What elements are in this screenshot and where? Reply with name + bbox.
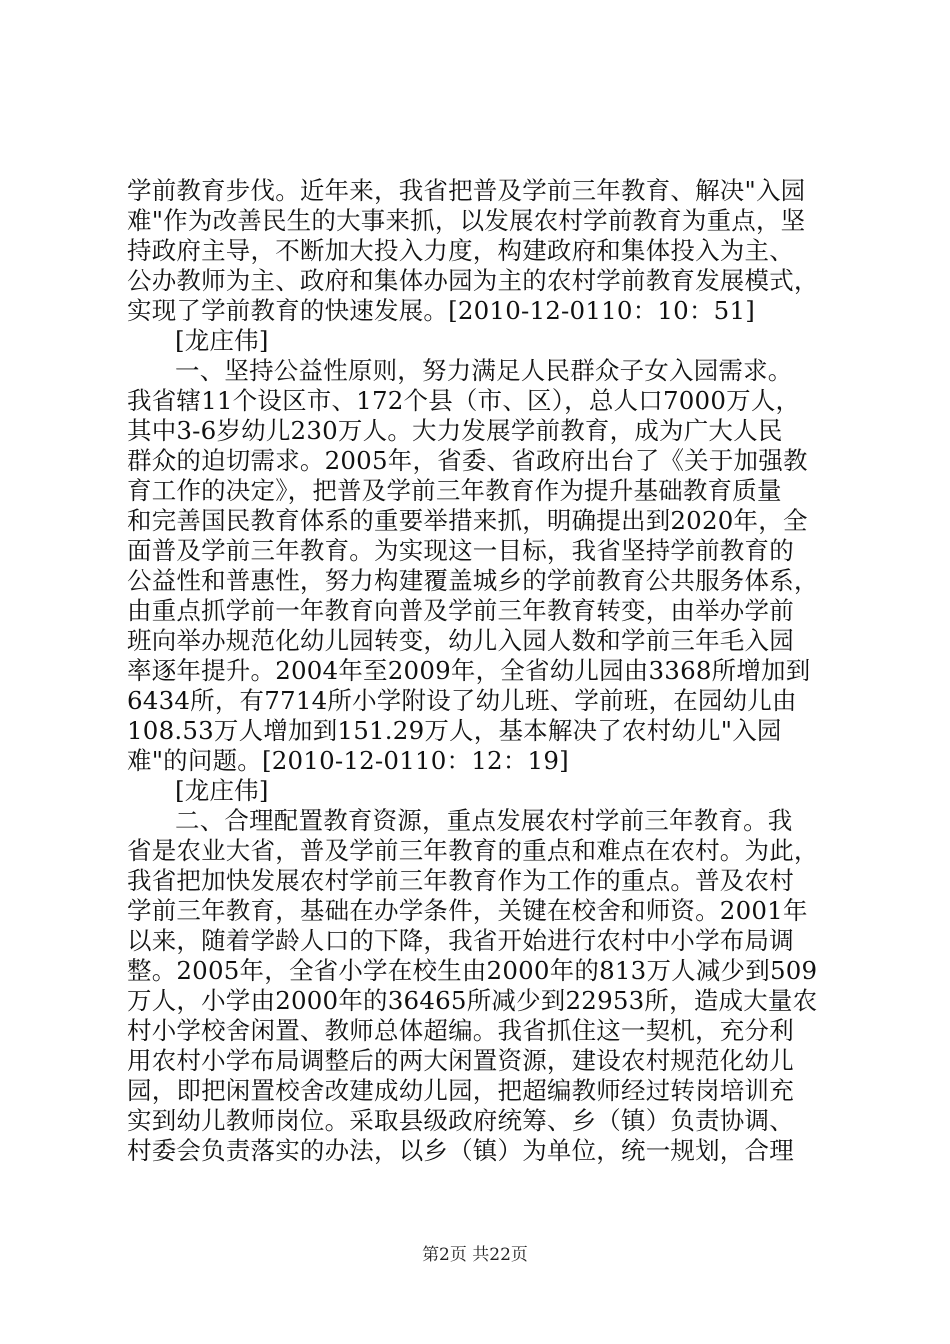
text-line: 万人，小学由2000年的36465所减少到22953所，造成大量农 [127, 986, 818, 1015]
text-line: 实到幼儿教师岗位。采取县级政府统筹、乡（镇）负责协调、 [127, 1106, 794, 1135]
text-line: 面普及学前三年教育。为实现这一目标，我省坚持学前教育的 [127, 536, 794, 565]
text-line: 园，即把闲置校舍改建成幼儿园，把超编教师经过转岗培训充 [127, 1076, 794, 1105]
text-line: 用农村小学布局调整后的两大闲置资源，建设农村规范化幼儿 [127, 1046, 794, 1075]
text-line: 难"作为改善民生的大事来抓，以发展农村学前教育为重点，坚 [127, 206, 806, 235]
text-line: 难"的问题。[2010-12-0110：12：19] [127, 746, 569, 775]
text-line: 其中3-6岁幼儿230万人。大力发展学前教育，成为广大人民 [127, 416, 783, 445]
text-line: 学前三年教育，基础在办学条件，关键在校舍和师资。2001年 [127, 896, 808, 925]
text-line: 育工作的决定》，把普及学前三年教育作为提升基础教育质量 [127, 476, 782, 505]
text-line: 以来，随着学龄人口的下降，我省开始进行农村中小学布局调 [127, 926, 794, 955]
text-line: 整。2005年，全省小学在校生由2000年的813万人减少到509 [127, 956, 818, 985]
text-line: 群众的迫切需求。2005年，省委、省政府出台了《关于加强教 [127, 446, 808, 475]
page-footer: 第2页 共22页 [422, 1245, 528, 1265]
text-line: 持政府主导，不断加大投入力度，构建政府和集体投入为主、 [127, 236, 794, 265]
document-body [127, 176, 837, 1166]
text-line: 班向举办规范化幼儿园转变，幼儿入园人数和学前三年毛入园 [127, 626, 794, 655]
text-line: 实现了学前教育的快速发展。[2010-12-0110：10：51] [127, 296, 755, 325]
text-line: 公益性和普惠性，努力构建覆盖城乡的学前教育公共服务体系， [127, 566, 819, 595]
text-line: 村小学校舍闲置、教师总体超编。我省抓住这一契机，充分利 [127, 1016, 794, 1045]
text-line: 一、坚持公益性原则，努力满足人民群众子女入园需求。 [175, 356, 793, 385]
text-line: 学前教育步伐。近年来，我省把普及学前三年教育、解决"入园 [127, 176, 806, 205]
text-line: 公办教师为主、政府和集体办园为主的农村学前教育发展模式， [127, 266, 819, 295]
text-line: 二、合理配置教育资源，重点发展农村学前三年教育。我 [175, 806, 793, 835]
text-line: 省是农业大省，普及学前三年教育的重点和难点在农村。为此， [127, 836, 819, 865]
text-line: 率逐年提升。2004年至2009年，全省幼儿园由3368所增加到 [127, 656, 811, 685]
text-line: 6434所，有7714所小学附设了幼儿班、学前班，在园幼儿由 [127, 686, 797, 715]
text-line: [龙庄伟] [175, 326, 269, 355]
text-line: 村委会负责落实的办法，以乡（镇）为单位，统一规划，合理 [127, 1136, 794, 1165]
text-line: 和完善国民教育体系的重要举措来抓，明确提出到2020年，全 [127, 506, 808, 535]
text-line: 我省辖11个设区市、172个县（市、区），总人口7000万人， [127, 386, 801, 415]
text-line: 我省把加快发展农村学前三年教育作为工作的重点。普及农村 [127, 866, 794, 895]
text-line: [龙庄伟] [175, 776, 269, 805]
text-line: 由重点抓学前一年教育向普及学前三年教育转变，由举办学前 [127, 596, 794, 625]
text-line: 108.53万人增加到151.29万人，基本解决了农村幼儿"入园 [127, 716, 782, 745]
